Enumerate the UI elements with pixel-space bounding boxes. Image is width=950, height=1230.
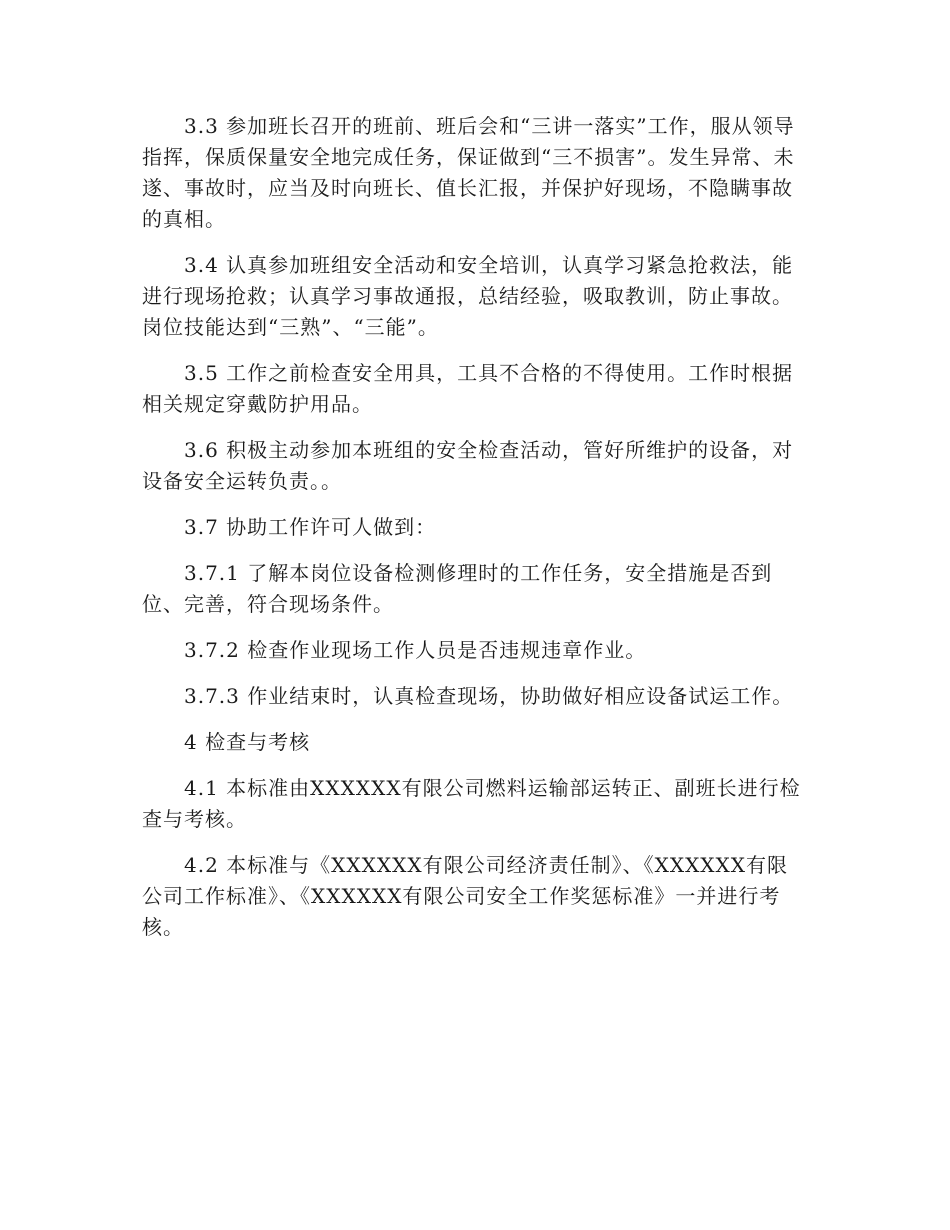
section-heading-4: 4 检查与考核 [184,730,311,754]
paragraph-3-7-3: 3.7.3 作业结束时，认真检查现场，协助做好相应设备试运工作。 [184,684,794,708]
paragraph-4-2: 4.2 本标准与《XXXXXX有限公司经济责任制》、《XXXXXX有限公司工作标准》、《XXXXXX有限公司安全工作奖惩标准》一并进行考核。 [142,853,789,939]
paragraph-3-7-2: 3.7.2 检查作业现场工作人员是否违规违章作业。 [184,638,647,662]
paragraph-4-1: 4.1 本标准由XXXXXX有限公司燃料运输部运转正、副班长进行检查与考核。 [142,776,801,831]
paragraph-3-3: 3.3 参加班长召开的班前、班后会和“三讲一落实”工作，服从领导指挥，保质保量安全地完成任务，保证做到“三不损害”。发生异常、未遂、事故时，应当及时向班长、值长汇报，并保护好现场，不隐瞒事故的真相。 [142,114,795,231]
document-body [142,111,807,943]
paragraph-3-4: 3.4 认真参加班组安全活动和安全培训，认真学习紧急抢救法，能进行现场抢救；认真学习事故通报，总结经验，吸取教训，防止事故。岗位技能达到“三熟”、“三能”。 [142,253,794,339]
paragraph-3-7: 3.7 协助工作许可人做到： [184,515,437,539]
paragraph-3-6: 3.6 积极主动参加本班组的安全检查活动，管好所维护的设备，对设备安全运转负责。。 [142,438,794,493]
paragraph-3-5: 3.5 工作之前检查安全用具，工具不合格的不得使用。工作时根据相关规定穿戴防护用品。 [142,361,794,416]
paragraph-3-7-1: 3.7.1 了解本岗位设备检测修理时的工作任务，安全措施是否到位、完善，符合现场条件。 [142,561,773,616]
